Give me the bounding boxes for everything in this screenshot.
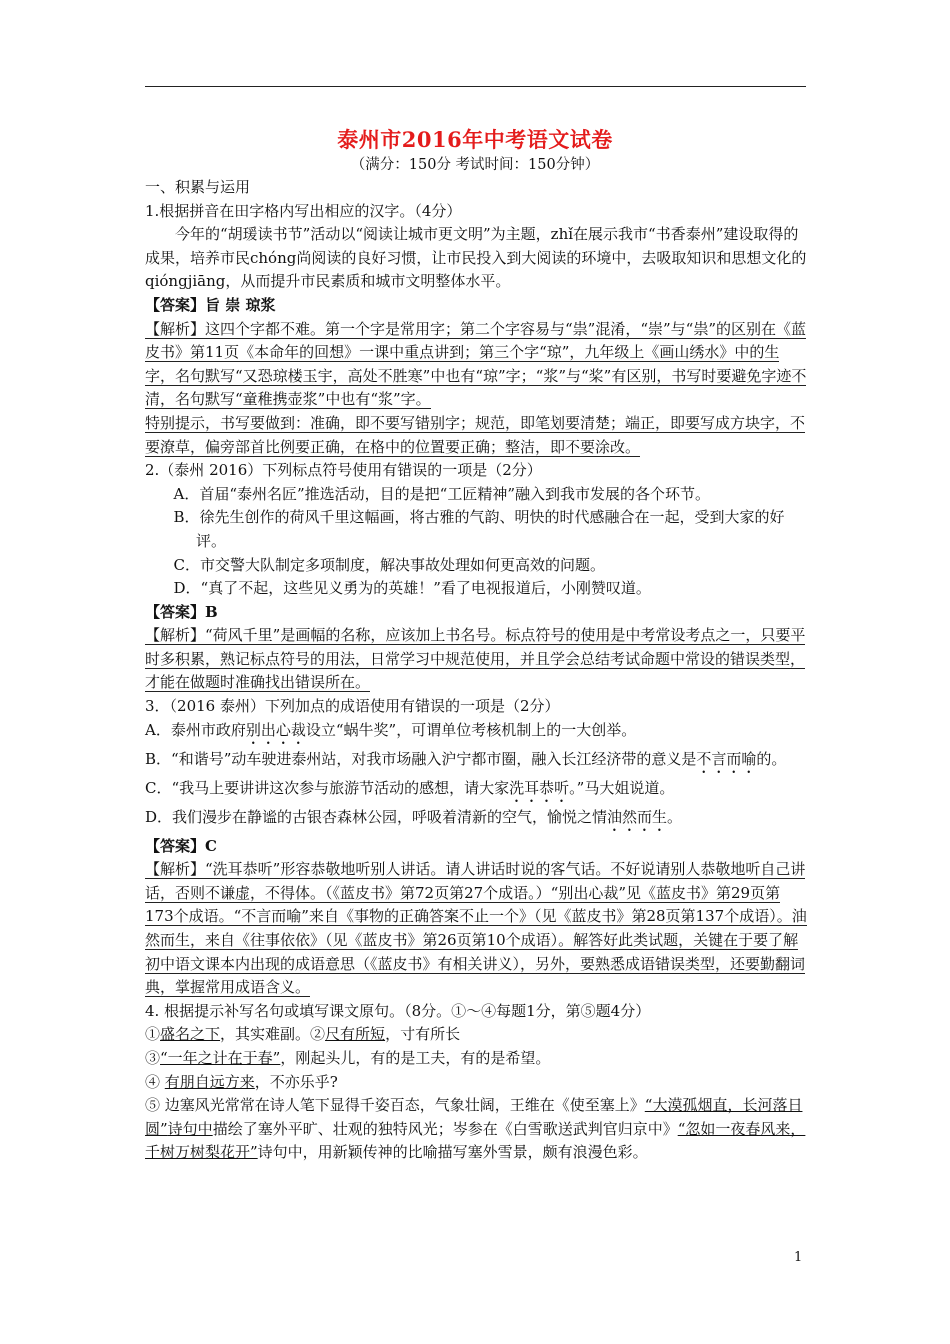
header-rule [145, 86, 806, 87]
q4-stem: 4. 根据提示补写名句或填写课文原句。（8分。①～④每题1分，第⑤题4分） [145, 1001, 651, 1020]
answer-fill: 有朋自远方来 [164, 1072, 255, 1091]
q4-line-5: ⑤ 边塞风光常常在诗人笔下显得千姿百态，气象壮阔，王维在《使至塞上》“大漠孤烟直，长河落日圆”诗句中描绘了塞外平旷、壮观的独特风光；岑参在《白雪歌送武判官归京中》“忽如一夜春风来，千树万树梨花开”诗句中，用新颖传神的比喻描写塞外雪景，颇有浪漫色彩。 [145, 1096, 806, 1162]
q3-analysis-text: 【解析】“洗耳恭听”形容恭敬地听别人讲话。请人讲话时说的客气话。不好说请别人恭敬地听自己讲话，否则不谦虚，不得体。（《蓝皮书》第72页第27个成语。）“别出心裁”见《蓝皮书》第29页第173个成语。“不言而喻”来自《事物的正确答案不止一个》（见《蓝皮书》第28页第137个成语）。油然而生，来自《往事依依》（见《蓝皮书》第26页第10个成语）。解答好此类试题，关键在于要了解初中语文课本内出现的成语意思（《蓝皮书》有相关讲义），另外，要熟悉成语错误类型，还要勤翻词典，掌握常用成语含义。 [145, 860, 807, 997]
q4-line-4: ④ 有朋自远方来，不亦乐乎? [145, 1072, 338, 1091]
emphasized-idiom: 油然而生 [607, 807, 668, 826]
emphasized-idiom: 不言而喻 [696, 749, 757, 768]
q1-analysis-text: 【解析】这四个字都不难。第一个字是常用字；第二个字容易与“祟”混淆，“崇”与“祟”的区别在《蓝皮书》第11页《本命年的回想》一课中重点讲到；第三个字“琼”，九年级上《画山绣水》中的生字，名句默写“又恐琼楼玉宇，高处不胜寒”中也有“琼”字；“浆”与“桨”有区别，书写时要避免字迹不清，名句默写“童稚携壶浆”中也有“浆”字。 [145, 319, 807, 409]
q3-option-c: C．“我马上要讲讲这次参与旅游节活动的感想，请大家洗耳恭听。”马大姐说道。 [145, 778, 675, 797]
exam-info: （满分：150分 考试时间：150分钟） [350, 157, 600, 173]
answer-fill: 尺有所短 [325, 1025, 386, 1044]
q4-line-1-2: ①盛名之下，其实难副。②尺有所短，寸有所长 [145, 1025, 461, 1044]
q1-passage: 今年的“胡瑗读书节”活动以“阅读让城市更文明”为主题，zhǐ在展示我市“书香泰州”建设取得的成果，培养市民chóng尚阅读的良好习惯，让市民投入到大阅读的环境中，去吸取知识和思想文化的qióngjiāng，从而提升市民素质和城市文明整体水平。 [145, 225, 807, 291]
page-number: 1 [794, 1250, 803, 1265]
q2-option-b: B．徐先生创作的荷风千里这幅画，将古雅的气韵、明快的时代感融合在一起，受到大家的好评。 [173, 508, 785, 550]
q3-option-d: D．我们漫步在静谧的古银杏森林公园，呼吸着清新的空气，愉悦之情油然而生。 [145, 807, 683, 826]
q1-stem: 1.根据拼音在田字格内写出相应的汉字。（4分） [145, 201, 462, 220]
q3-option-a: A．泰州市政府别出心裁设立“蜗牛奖”，可谓单位考核机制上的一大创举。 [145, 720, 637, 739]
q1-answer: 【答案】旨 崇 琼浆 [145, 295, 276, 314]
q2-option-c: C．市交警大队制定多项制度，解决事故处理如何更高效的问题。 [173, 555, 605, 574]
emphasized-idiom: 别出心裁 [245, 720, 306, 739]
section-heading: 一、积累与运用 [145, 178, 251, 196]
q2-stem: 2.（泰州 2016）下列标点符号使用有错误的一项是（2分） [145, 461, 542, 480]
q2-option-a: A．首届“泰州名匠”推选活动，目的是把“工匠精神”融入到我市发展的各个环节。 [173, 484, 711, 503]
q3-analysis [145, 858, 808, 1000]
q2-answer: 【答案】B [145, 602, 218, 621]
answer-fill: 盛名之下 [160, 1025, 221, 1044]
q4-line-3: ③“一年之计在于春”，刚起头儿，有的是工夫，有的是希望。 [145, 1049, 551, 1067]
q3-stem: 3．（2016 泰州）下列加点的成语使用有错误的一项是（2分） [145, 697, 560, 716]
answer-fill: “大漠孤烟直，长河落日圆” [145, 1096, 803, 1138]
exam-content [145, 176, 808, 1165]
q2-option-d: D．“真了不起，这些见义勇为的英雄！”看了电视报道后，小刚赞叹道。 [173, 579, 651, 598]
answer-fill: “一年之计在于春” [160, 1049, 281, 1067]
q1-analysis [145, 318, 808, 412]
q2-analysis [145, 624, 808, 695]
q1-tip [145, 412, 808, 459]
emphasized-idiom: 洗耳恭听 [509, 778, 570, 797]
q3-option-b: B．“和谐号”动车驶进泰州站，对我市场融入沪宁都市圈，融入长江经济带的意义是不言而喻的。 [145, 749, 787, 768]
answer-fill: “忽如一夜春风来，千树万树梨花开” [145, 1119, 806, 1162]
q3-answer: 【答案】C [145, 836, 217, 855]
q2-analysis-text: 【解析】“荷风千里”是画幅的名称，应该加上书名号。标点符号的使用是中考常设考点之一，只要平时多积累，熟记标点符号的用法，日常学习中规范使用，并且学会总结考试命题中常设的错误类型，才能在做题时准确找出错误所在。 [145, 626, 806, 692]
q1-tip-text: 特别提示，书写要做到：准确，即不要写错别字；规范，即笔划要清楚；端正，即要写成方块字，不要潦草，偏旁部首比例要正确，在格中的位置要正确；整洁，即不要涂改。 [145, 413, 806, 456]
page-title: 泰州市2016年中考语文试卷 [337, 127, 613, 152]
